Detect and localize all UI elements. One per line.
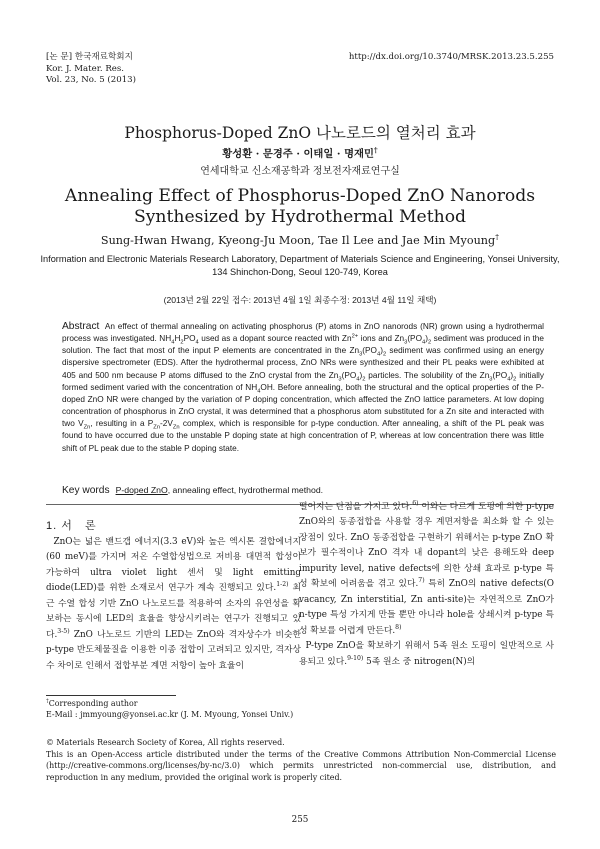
subscript: Zn — [172, 424, 180, 431]
license-text: This is an Open-Access article distributed under the terms of the Creative Commons Attribution Non-Commercial License (http://creative-commons.org/licenses/by-nc/3.0) which permits unrestricted non-commercial use, distribution, and reproduction in any medium, provided the original work is properly cited. — [46, 749, 556, 782]
abstract-text: initially formed sediment varied with the concentration of NH — [62, 370, 544, 392]
corresponding-mark-ko: † — [373, 145, 378, 155]
body-text: 5족 원소 중 nitrogen(N)의 — [363, 656, 476, 667]
section-heading — [46, 517, 97, 533]
abstract-text: (PO — [341, 370, 357, 380]
affiliation-ko: 연세대학교 신소재공학과 정보전자재료연구실 — [200, 166, 400, 177]
subscript: 2 — [427, 339, 432, 346]
footnote — [46, 698, 556, 720]
subscript: 2 — [513, 376, 517, 383]
abstract-text: ) — [359, 370, 363, 380]
abstract-text: (PO — [407, 334, 422, 344]
abstract-text: (PO — [492, 370, 508, 380]
abstract-text: PO — [183, 334, 196, 344]
abstract-label: Abstract — [62, 321, 100, 332]
subscript: 4 — [507, 376, 511, 383]
subscript: 3 — [359, 351, 363, 358]
subscript: 3 — [404, 339, 408, 346]
section-title: 서 론 — [61, 520, 97, 532]
abstract-text: , resulting in a P — [90, 419, 154, 429]
footnote-email: E-Mail : jmmyoung@yonsei.ac.kr (J. M. Myoung, Yonsei Univ.) — [46, 710, 294, 720]
abstract-text: sediment was confirmed using an energy dispersive spectrometer (EDS). After the hydrothermal process, ZnO NRs were synthesized and their PL peaks were exhibited at 405 and 500 nm because P atoms diffused to the ZnO crystal from the Zn — [62, 346, 544, 380]
citation: 6) — [412, 500, 419, 508]
authors-ko — [0, 145, 600, 160]
abstract-text: H — [174, 334, 181, 344]
citation: 8) — [395, 623, 402, 631]
copyright-line: © Materials Research Society of Korea, All rights reserved. — [46, 738, 285, 747]
abstract-text: An effect of thermal annealing on activating phosphorus (P) atoms in ZnO nanorods (NR) grown using a hydrothermal process was investigated. NH — [62, 322, 544, 344]
license-notice — [46, 737, 556, 783]
subscript: 4 — [257, 388, 261, 395]
citation: 1-2) — [276, 581, 289, 589]
abstract-text: -2V — [160, 419, 173, 429]
subscript: 2 — [382, 351, 387, 358]
body-column-right — [299, 500, 554, 670]
footnote-divider — [46, 695, 176, 696]
abstract-text: ions and Zn — [358, 334, 405, 344]
subscript: Zn — [83, 424, 91, 431]
authors-en-text: Sung-Hwan Hwang, Kyeong-Ju Moon, Tae Il Lee and Jae Min Myoung — [100, 234, 496, 247]
abstract-text: sediment was produced in the solution. The fact that most of the input P elements are concentrated in the Zn — [62, 334, 544, 356]
authors-ko-text: 황성환 · 문경주 · 이태일 · 명재민 — [222, 148, 374, 160]
footnote-line: Corresponding author — [48, 699, 138, 708]
footnote-mark: † — [46, 698, 49, 705]
body-text: ZnO는 넓은 밴드갭 에너지(3.3 eV)와 높은 엑시톤 결합에너지(60 meV)를 가지며 저온 수열합성법으로 저비용 대면적 합성이 가능하여 ultra violet light 센서 및 light emitting diode(LED)를 위한 소재로서 연구가 계속 진행되고 있다. — [46, 537, 302, 594]
body-text: 이와는 다르게 도핑에 의한 p-type ZnO와의 동종접합을 사용할 경우 계면저항을 최소화 할 수 있는 장점이 있다. ZnO 동종접합을 구현하기 위해서는 p-type ZnO 확보가 필수적이나 ZnO 격자 내 dopant의 낮은 용해도와 deep impurity level, native defects에 의한 상쇄 효과로 p-type 특성 확보에 어려움을 겪고 있다. — [299, 502, 554, 590]
paper-title-en: Annealing Effect of Phosphorus-Doped ZnO Nanorods Synthesized by Hydrothermal Method — [64, 186, 536, 227]
keyword-link[interactable]: P-doped ZnO — [115, 485, 168, 495]
superscript: 2+ — [351, 333, 359, 340]
body-text: 특히 ZnO의 native defects(O vacancy, Zn interstitial, Zn anti-site)는 자연적으로 ZnO가 n-type 특성 가지게 만들 뿐만 아니라 hole을 상쇄시켜 p-type 특성 확보를 어렵게 만든다. — [299, 579, 554, 636]
abstract-text: ) — [510, 370, 514, 380]
abstract-text: (PO — [362, 346, 377, 356]
subscript: 2 — [362, 376, 366, 383]
body-text: 떨어지는 단점을 가지고 있다. — [299, 502, 413, 512]
body-column-left — [46, 535, 301, 674]
abstract-text: complex, which is responsible for p-type conduction. After annealing, a shift of the PL peak was found to have occurred due to the unstable P doping state at high concentration of P, whereas at low concentration there was little shift of PL peak due to the stable P doping state. — [62, 419, 544, 453]
submission-dates: (2013년 2월 22일 접수: 2013년 4월 1일 최종수정: 2013년 4월 11일 채택) — [163, 295, 437, 305]
subscript: 4 — [171, 339, 175, 346]
section-number: 1. — [46, 520, 58, 532]
journal-name-en: Kor. J. Mater. Res. — [46, 63, 125, 74]
paper-title-ko: Phosphorus-Doped ZnO 나노로드의 열처리 효과 — [124, 124, 476, 142]
affiliation-en: Information and Electronic Materials Research Laboratory, Department of Materials Science and Engineering, Yonsei University, 134 Shinchon-Dong, Seoul 120-749, Korea — [40, 254, 560, 277]
subscript: Zn — [153, 424, 161, 431]
subscript: 4 — [195, 339, 199, 346]
authors-en — [0, 234, 600, 247]
journal-volume: Vol. 23, No. 5 (2013) — [46, 75, 136, 85]
journal-header — [46, 52, 136, 87]
citation: 9-10) — [347, 654, 364, 662]
subscript: 3 — [489, 376, 493, 383]
subscript: 3 — [338, 376, 342, 383]
keywords-rest: , annealing effect, hydrothermal method. — [167, 485, 324, 495]
keywords — [62, 485, 552, 496]
citation: 3-5) — [57, 627, 70, 635]
body-text: ZnO 나노로드 기반의 LED는 ZnO와 격자상수가 비슷한 p-type 반도체물질을 이용한 이종 접합이 고려되고 있지만, 격자상수 차이로 인해서 접합부분 계면 저항이 높아 효율이 — [46, 629, 301, 671]
journal-name-ko: [논 문] 한국재료학회지 — [46, 52, 133, 62]
citation: 7) — [418, 577, 425, 585]
subscript: 2 — [180, 339, 184, 346]
abstract-text: ) — [425, 334, 428, 344]
abstract-text: particles. The solubility of the Zn — [365, 370, 490, 380]
doi-link[interactable]: http://dx.doi.org/10.3740/MRSK.2013.23.5.255 — [348, 52, 554, 62]
body-text: 최근 수열 합성 기반 ZnO 나노로드를 적용하여 소자의 유연성을 확보하는 동시에 LED의 효율을 향상시키려는 연구가 진행되고 있다. — [46, 583, 301, 640]
corresponding-mark-en: † — [495, 232, 500, 242]
body-text: P-type ZnO을 확보하기 위해서 5족 원소 도핑이 일반적으로 사용되고 있다. — [299, 641, 554, 667]
abstract-text: ) — [380, 346, 383, 356]
subscript: 4 — [421, 339, 426, 346]
page-number: 255 — [291, 815, 309, 825]
abstract-text: OH. Before annealing, both the structural and the optical properties of the P-doped ZnO NR were changed by the variation of P doping concentration, which affected the ZnO lattice parameters. At low doping concentration of phosphorus in ZnO crystal, it was determined that a phosphorus atom substituted for a Zn site and interacted with two V — [62, 382, 544, 429]
subscript: 4 — [356, 376, 360, 383]
abstract — [62, 321, 544, 455]
keywords-label: Key words — [62, 485, 110, 496]
subscript: 4 — [376, 351, 381, 358]
abstract-text: used as a dopant source reacted with Zn — [198, 334, 352, 344]
